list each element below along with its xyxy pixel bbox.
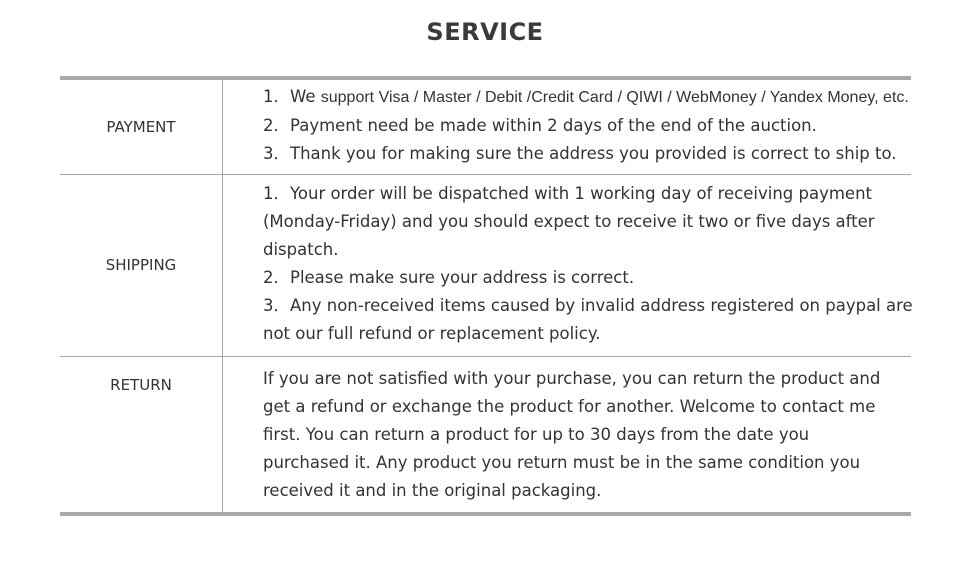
shipping-line-5: 3．Any non-received items caused by invalid address registered on paypal are [263,296,913,315]
shipping-line-6: not our full refund or replacement policy. [263,324,601,343]
shipping-line-2: (Monday-Friday) and you should expect to receive it two or five days after [263,212,875,231]
return-line-1: If you are not satisfied with your purchase, you can return the product and [263,369,881,388]
return-line-4: purchased it. Any product you return must be in the same condition you [263,453,861,472]
return-line-3: first. You can return a product for up to 30 days from the date you [263,425,810,444]
shipping-line-1: 1．Your order will be dispatched with 1 working day of receiving payment [263,184,873,203]
payment-line-2: 2．Payment need be made within 2 days of the end of the auction. [263,116,817,135]
return-line-2: get a refund or exchange the product for another. Welcome to contact me [263,397,876,416]
return-label: RETURN [110,376,172,394]
row-divider [60,174,911,175]
return-line-5: received it and in the original packaging. [263,481,602,500]
payment-line-3: 3．Thank you for making sure the address you provided is correct to ship to. [263,144,897,163]
payment-line-1-methods: support Visa / Master / Debit /Credit Card / QIWI / WebMoney / Yandex Money, etc. [320,89,909,106]
shipping-label: SHIPPING [105,256,177,274]
shipping-line-4: 2．Please make sure your address is correct. [263,268,635,287]
payment-content [263,83,923,168]
column-divider [222,80,223,512]
shipping-content [263,180,923,348]
table-bottom-border [60,512,911,516]
page-title: SERVICE [426,18,544,46]
payment-label: PAYMENT [106,118,176,136]
shipping-line-3: dispatch. [263,240,339,259]
payment-line-1 [263,83,923,112]
return-content [263,365,923,505]
table-top-border [60,76,911,80]
payment-line-1-start: 1．We [263,87,321,106]
row-divider [60,356,911,357]
